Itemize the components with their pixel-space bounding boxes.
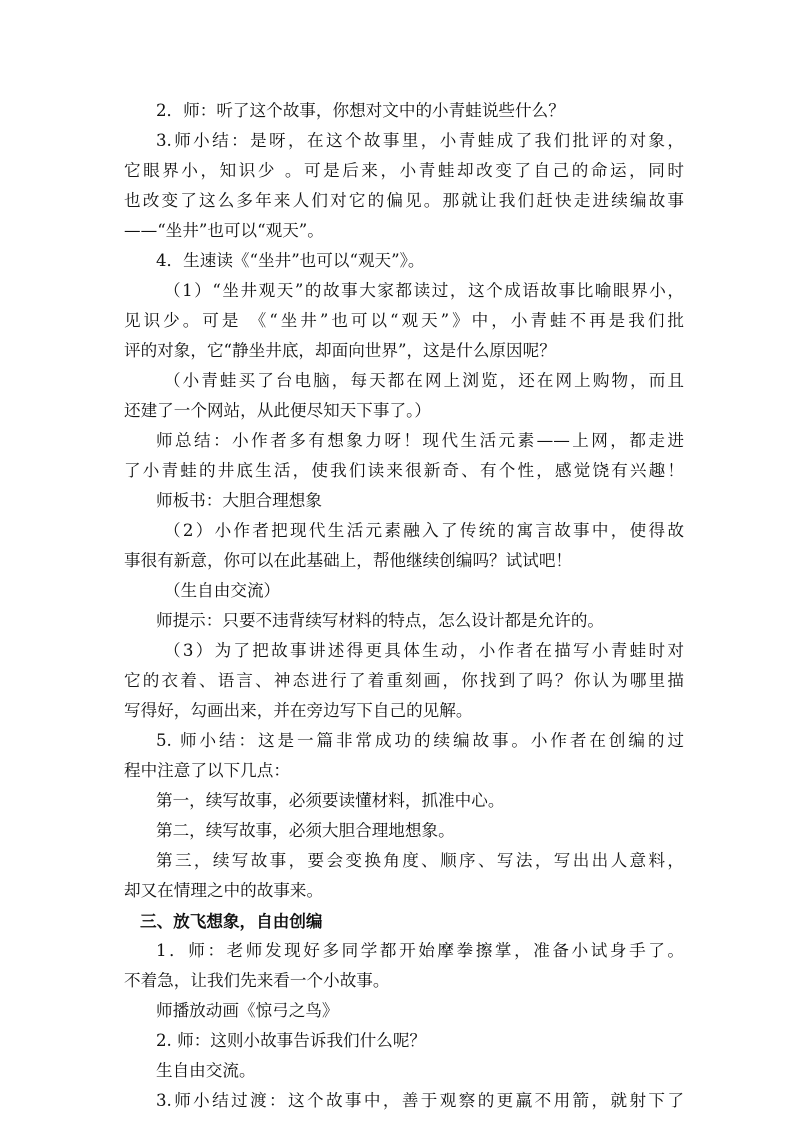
text-line: （小青蛙买了台电脑，每天都在网上浏览，还在网上购物，而且 xyxy=(164,371,684,390)
text-line: 还建了一个网站，从此便尽知天下事了。） xyxy=(124,401,431,420)
text-line: 了小青蛙的井底生活，使我们读来很新奇、有个性，感觉饶有兴趣！ xyxy=(124,461,684,480)
text-line: （生自由交流） xyxy=(164,581,281,600)
text-line: 它眼界小，知识少 。可是后来，小青蛙却改变了自己的命运，同时 xyxy=(124,161,684,180)
text-line: 4．生速读《“坐井”也可以“观天”》。 xyxy=(156,251,425,270)
text-line: 3.师小结过渡：这个故事中，善于观察的更羸不用箭，就射下了 xyxy=(156,1091,684,1110)
text-line: 不着急，让我们先来看一个小故事。 xyxy=(124,971,390,990)
text-line: 第二，续写故事，必须大胆合理地想象。 xyxy=(156,821,455,840)
text-line: 也改变了这么多年来人们对它的偏见。那就让我们赶快走进续编故事 xyxy=(124,191,684,210)
text-line: 1．师：老师发现好多同学都开始摩拳擦掌，准备小试身手了。 xyxy=(156,941,684,960)
text-line: 2．师：听了这个故事，你想对文中的小青蛙说些什么？ xyxy=(156,101,565,120)
text-line: 写得好，勾画出来，并在旁边写下自己的见解。 xyxy=(124,701,473,720)
text-line: 师总结：小作者多有想象力呀！现代生活元素——上网，都走进 xyxy=(156,431,684,450)
text-line: 事很有新意，你可以在此基础上，帮他继续创编吗？试试吧！ xyxy=(124,551,573,570)
text-line: 第一，续写故事，必须要读懂材料，抓准中心。 xyxy=(156,791,505,810)
text-line: 见识少。可是 《“坐井”也可以“观天”》中，小青蛙不再是我们批 xyxy=(124,311,684,330)
text-line: 2. 师：这则小故事告诉我们什么呢？ xyxy=(156,1031,427,1050)
text-line: 师播放动画《惊弓之鸟》 xyxy=(156,1001,339,1020)
text-line: 却又在情理之中的故事来。 xyxy=(124,881,324,900)
text-line: 评的对象，它“静坐井底，却面向世界”，这是什么原因呢？ xyxy=(124,341,556,360)
text-line: 3.师小结：是呀，在这个故事里，小青蛙成了我们批评的对象， xyxy=(156,131,684,150)
document-body xyxy=(124,96,684,1116)
text-line: ——“坐井”也可以“观天”。 xyxy=(124,221,324,240)
text-line: 5. 师小结：这是一篇非常成功的续编故事。小作者在创编的过 xyxy=(156,731,684,750)
text-line: （2）小作者把现代生活元素融入了传统的寓言故事中，使得故 xyxy=(164,521,684,540)
text-line: 生自由交流。 xyxy=(156,1061,256,1080)
section-heading: 三、放飞想象，自由创编 xyxy=(140,911,323,931)
text-line: （3）为了把故事讲述得更具体生动，小作者在描写小青蛙时对 xyxy=(164,641,684,660)
text-line: （1）“坐井观天”的故事大家都读过，这个成语故事比喻眼界小， xyxy=(164,281,684,300)
text-line: 师板书：大胆合理想象 xyxy=(156,491,322,510)
text-line: 第三，续写故事，要会变换角度、顺序、写法，写出出人意料， xyxy=(156,851,684,870)
text-line: 程中注意了以下几点： xyxy=(124,761,290,780)
text-line: 师提示：只要不违背续写材料的特点，怎么设计都是允许的。 xyxy=(156,611,605,630)
text-line: 它的衣着、语言、神态进行了着重刻画，你找到了吗？你认为哪里描 xyxy=(124,671,684,690)
